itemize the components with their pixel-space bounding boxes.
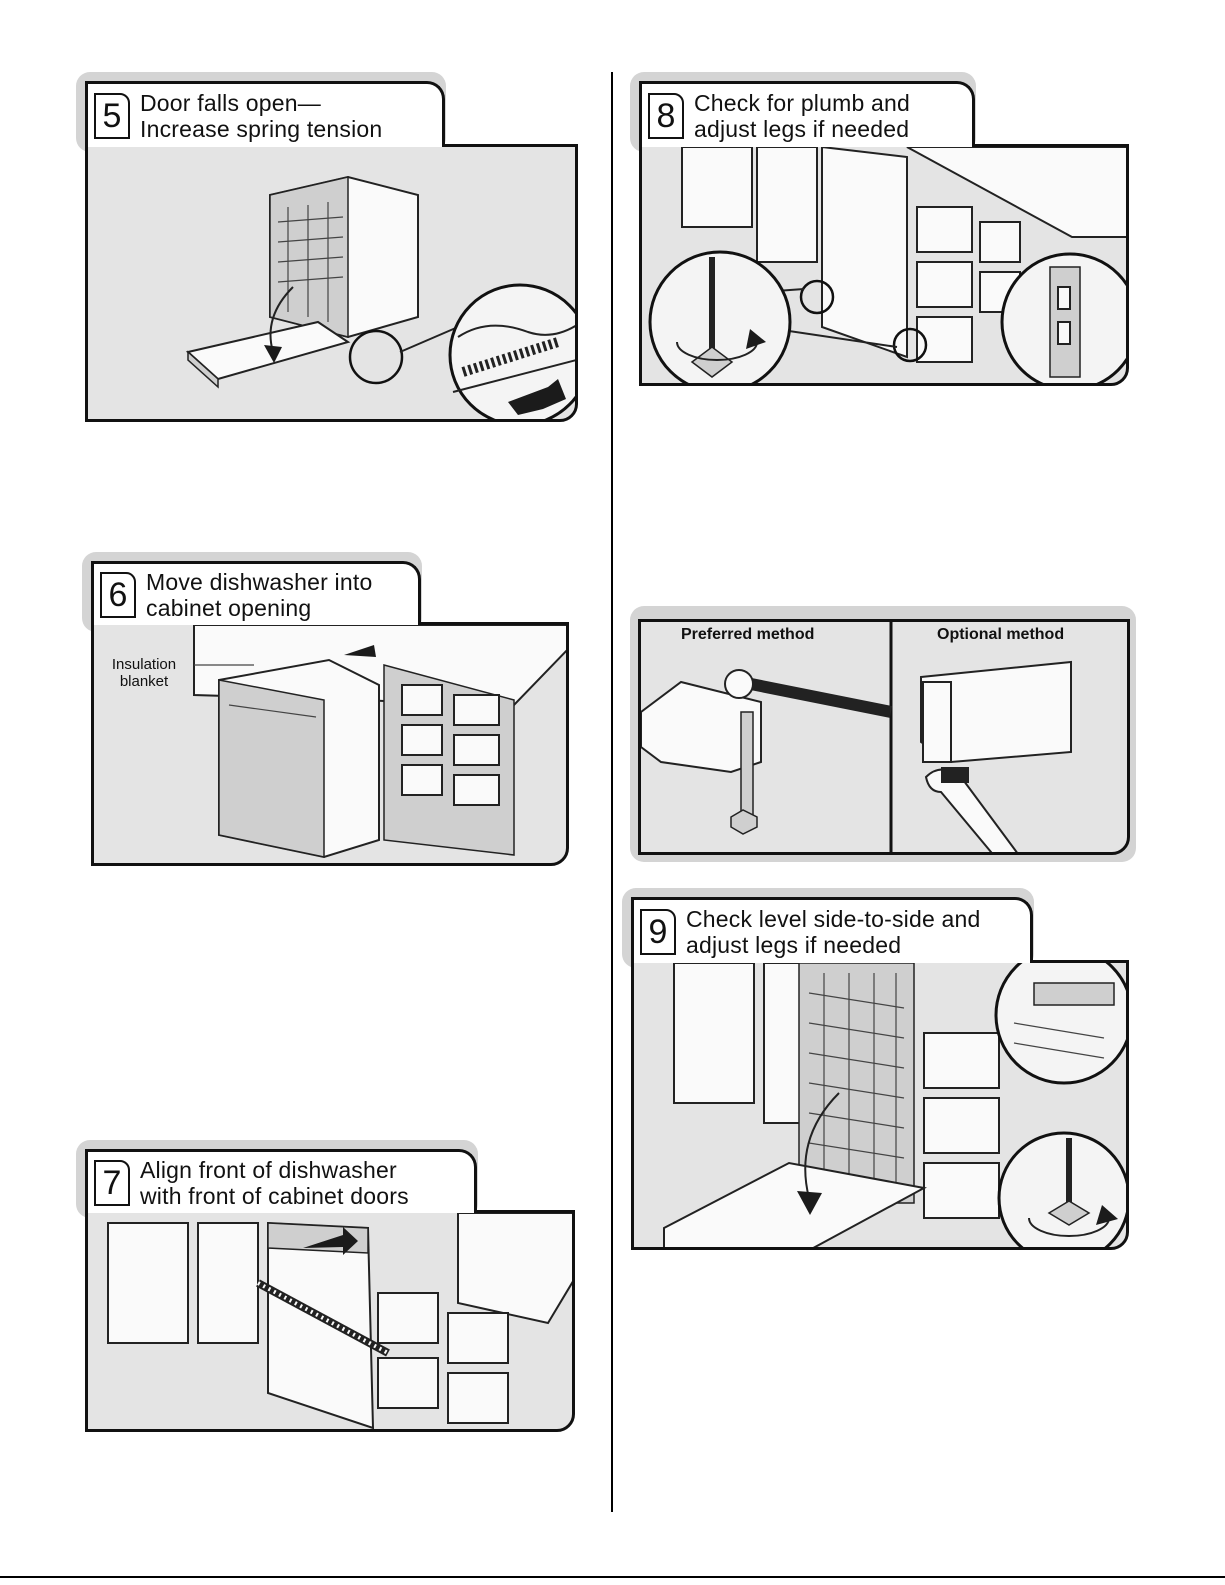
step-5-number: 5 xyxy=(94,93,130,139)
step-7-title-tab xyxy=(85,1149,477,1213)
insulation-blanket-label xyxy=(104,656,184,690)
step-5-panel xyxy=(76,72,586,432)
preferred-method-label: Preferred method xyxy=(681,626,815,643)
step-5-title-line2: Increase spring tension xyxy=(140,115,383,142)
step-6-panel xyxy=(82,552,582,872)
step-7-title xyxy=(140,1157,409,1209)
step-8-illustration xyxy=(642,147,1129,386)
step-8-title-line2: adjust legs if needed xyxy=(694,115,910,142)
step-5-title-line1: Door falls open— xyxy=(140,89,321,116)
step-5-title xyxy=(140,90,382,142)
step-8-title xyxy=(694,90,910,142)
step-9-title-line2: adjust legs if needed xyxy=(686,931,902,958)
step-8-panel xyxy=(630,72,1138,402)
insulation-label-line1: Insulation xyxy=(111,656,177,673)
step-8-title-tab xyxy=(639,81,975,147)
step-6-title xyxy=(146,569,372,621)
step-5-title-tab xyxy=(85,81,445,147)
step-8-number: 8 xyxy=(648,93,684,139)
optional-method-label: Optional method xyxy=(937,626,1065,643)
step-6-title-tab xyxy=(91,561,421,625)
step-6-title-line1: Move dishwasher into xyxy=(146,568,373,595)
methods-illustration xyxy=(641,622,1130,855)
step-7-number: 7 xyxy=(94,1160,130,1206)
step-6-title-line2: cabinet opening xyxy=(146,594,312,621)
step-9-panel xyxy=(622,888,1138,1268)
step-7-title-line1: Align front of dishwasher xyxy=(140,1156,397,1183)
step-9-number: 9 xyxy=(640,909,676,955)
step-9-illustration xyxy=(634,963,1129,1250)
page-bottom-rule xyxy=(0,1576,1225,1578)
leg-adjust-methods-panel xyxy=(630,606,1136,862)
step-7-illustration xyxy=(88,1213,575,1432)
step-9-title-tab xyxy=(631,897,1033,963)
step-9-title xyxy=(686,906,981,958)
step-8-title-line1: Check for plumb and xyxy=(694,89,911,116)
step-7-panel xyxy=(76,1140,586,1440)
step-5-illustration xyxy=(88,147,578,422)
step-9-title-line1: Check level side-to-side and xyxy=(686,905,981,932)
step-7-title-line2: with front of cabinet doors xyxy=(140,1182,409,1209)
insulation-label-line2: blanket xyxy=(119,673,169,690)
step-6-number: 6 xyxy=(100,572,136,618)
column-divider xyxy=(611,72,613,1512)
